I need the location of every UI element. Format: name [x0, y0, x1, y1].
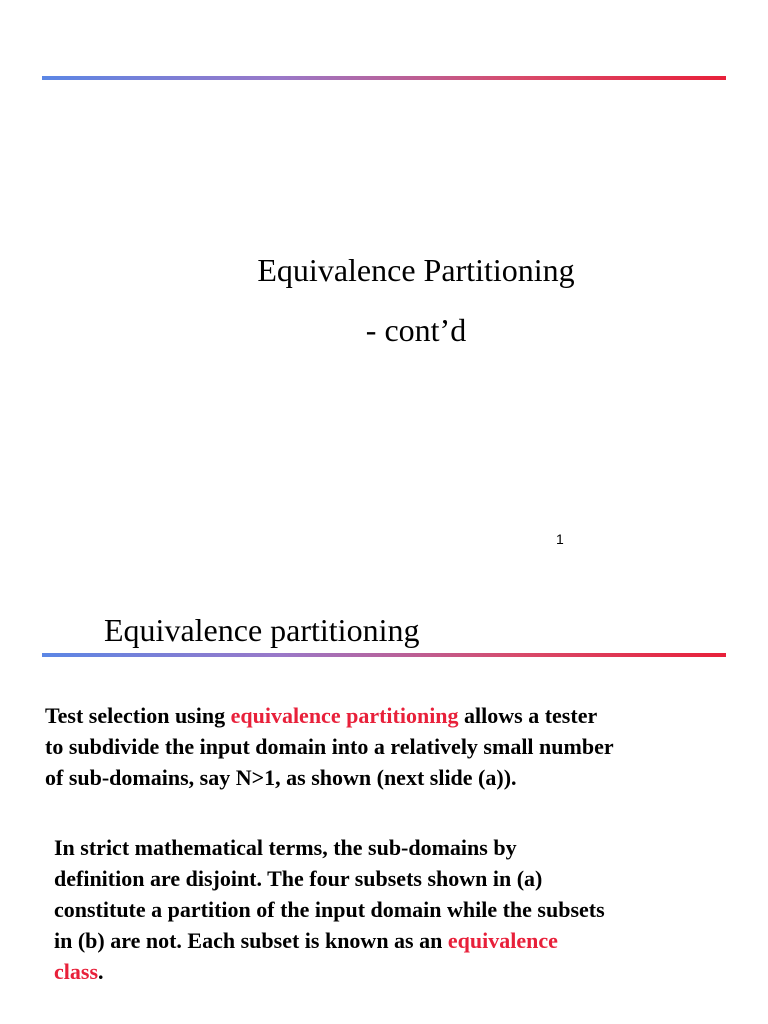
paragraph-line: definition are disjoint. The four subsets shown in (a): [54, 866, 543, 891]
paragraph-line: to subdivide the input domain into a relatively small number: [45, 734, 614, 759]
paragraph-line: constitute a partition of the input domain while the subsets: [54, 897, 605, 922]
paragraph-mathematical-terms: [54, 832, 605, 987]
paragraph-line: [54, 956, 605, 987]
top-divider-rule: [42, 76, 726, 80]
paragraph-line: In strict mathematical terms, the sub-domains by: [54, 835, 517, 860]
text-run: Test selection using: [45, 703, 231, 728]
section-divider-rule: [42, 653, 726, 657]
text-run: .: [98, 959, 104, 984]
paragraph-test-selection: [45, 700, 614, 793]
highlighted-term: class: [54, 959, 98, 984]
section-heading: Equivalence partitioning: [104, 612, 420, 648]
paragraph-line: [45, 700, 614, 731]
text-run: in (b) are not. Each subset is known as an: [54, 928, 448, 953]
highlighted-term: equivalence: [447, 928, 558, 953]
text-run: allows a tester: [458, 703, 598, 728]
highlighted-term: equivalence partitioning: [230, 703, 459, 728]
page-number: 1: [556, 531, 564, 547]
slide-title-line-1: Equivalence Partitioning: [257, 252, 575, 288]
slide-title-line-2: - cont’d: [365, 312, 467, 348]
paragraph-line: [54, 925, 605, 956]
paragraph-line: of sub-domains, say N>1, as shown (next slide (a)).: [45, 765, 517, 790]
